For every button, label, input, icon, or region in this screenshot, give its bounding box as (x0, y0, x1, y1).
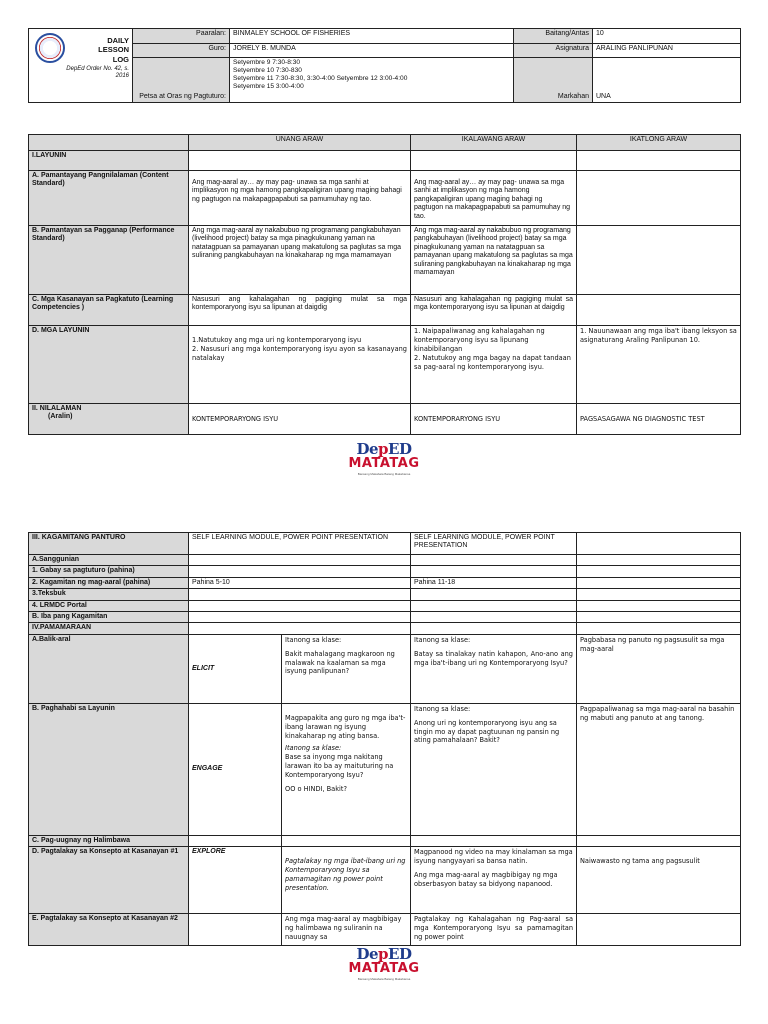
lrmdc-label: 4. LRMDC Portal (29, 600, 189, 611)
deped-order-year: 2016 (115, 73, 129, 80)
kagamitan-mag-aaral-day2: Pahina 11-18 (411, 577, 577, 588)
gabay-label: 1. Gabay sa pagtuturo (pahina) (29, 566, 189, 577)
competencies-label: C. Mga Kasanayan sa Pagkatuto (Learning Competencies ) (29, 295, 189, 326)
title-daily: DAILY (107, 36, 129, 45)
nilalaman-sub: (Aralin) (48, 413, 73, 421)
pagtalakay-1-day3: Naiwawasto ng tama ang pagsusulit (577, 847, 741, 914)
layunin-day1-item1: 1.Natutukoy ang mga uri ng kontemporaryong isyu (192, 336, 362, 344)
markahan-label: Markahan (514, 58, 593, 103)
iba-label: B. Iba pang Kagamitan (29, 611, 189, 622)
paaralan-label: Paaralan: (133, 29, 230, 44)
paghahabi-day1-q: Itanong sa klase: (285, 744, 342, 753)
kagamitan-day2: SELF LEARNING MODULE, POWER POINT PRESENTATION (411, 533, 577, 555)
balik-aral-day2-text: Batay sa tinalakay natin kahapon, Ano-ano ang mga iba't-ibang uri ng Kontemporaryong Isyu? (414, 649, 573, 667)
header-title-cell (29, 29, 133, 103)
procedure-table (28, 532, 741, 946)
deped-wordmark: DepED (356, 440, 412, 458)
logo-tagline: Bansang Makabata Batang Makabansa (357, 472, 411, 476)
guro-value: JORELY B. MUNDA (230, 44, 514, 58)
pagtalakay-2-day1: Ang mga mag-aaral ay magbibigay ng halimbawa ng suliranin na nauugnay sa (282, 914, 411, 946)
kagamitan-mag-aaral-day1: Pahina 5-10 (189, 577, 411, 588)
competencies-day2: Nasusuri ang kahalagahan ng pagiging mulat sa mga kontemporaryong isyu sa lipunan at daigdig (411, 295, 577, 326)
nilalaman-label (29, 404, 189, 435)
mga-layunin-day2 (411, 326, 577, 404)
paghahabi-label: B. Paghahabi sa Layunin (29, 703, 189, 835)
paaralan-value: BINMALEY SCHOOL OF FISHERIES (230, 29, 514, 44)
guro-label: Guro: (133, 44, 230, 58)
explore-tag: EXPLORE (189, 847, 282, 914)
markahan-value: UNA (593, 58, 741, 103)
blank-header (29, 135, 189, 151)
baitang-label: Baitang/Antas (514, 29, 593, 44)
content-standard-day1: Ang mag-aaral ay… ay may pag- unawa sa mga sanhi at implikasyon ng mga hamong pangkapaligiran upang maging bahagi ng pagtugon na makapagpapabuti sa pamumuhay ng tao. (189, 171, 411, 226)
pagtalakay-1-day2-p2: Ang mga mag-aaral ay magbibigay ng mga obserbasyon batay sa bidyong napanood. (414, 870, 558, 888)
petsa-label: Petsa at Oras ng Pagtuturo: (133, 58, 230, 103)
mga-layunin-day1 (189, 326, 411, 404)
pagtalakay-1-day2-p1: Magpanood ng video na may kinalaman sa mga isyung nangyayari sa bansa natin. (414, 848, 573, 866)
layunin-day2-item2: 2. Natutukoy ang mga bagay na dapat tandaan sa pag-aaral ng kontemporaryong isyu. (414, 353, 571, 371)
petsa-line-4: Setyembre 15 3:00-4:00 (233, 82, 304, 90)
pagtalakay-2-day2: Pagtalakay ng Kahalagahan ng Pag-aaral sa mga Kontemporaryong Isyu sa pamamagitan ng power point (411, 914, 577, 946)
asignatura-label: Asignatura (514, 44, 593, 58)
day-2-header: IKALAWANG ARAW (411, 135, 577, 151)
petsa-line-2: Setyembre 10 7:30-830 (233, 66, 302, 74)
paghahabi-day1-p1: Magpapakita ang guro ng mga iba't-ibang larawan ng isyung kinakaharap ng ating bansa. (285, 713, 406, 740)
paghahabi-day1-p3: OO o HINDI, Bakit? (285, 784, 347, 793)
title-log: LOG (112, 54, 129, 64)
title-lesson: LESSON (98, 45, 129, 55)
mga-layunin-label: D. MGA LAYUNIN (29, 326, 189, 404)
balik-aral-day3: Pagbabasa ng panuto ng pagsusulit sa mga mag-aaral (577, 634, 741, 703)
paghahabi-day1-p2: Base sa inyong mga nakitang larawan ito ba ay maituturing na Kontemporaryong Isyu? (285, 753, 394, 780)
nilalaman-day3: PAGSASAGAWA NG DIAGNOSTIC TEST (577, 404, 741, 435)
day-1-header: UNANG ARAW (189, 135, 411, 151)
logo-tagline-footer: Bansang Makabata Batang Makabansa (357, 977, 411, 981)
kagamitan-mag-aaral-label: 2. Kagamitan ng mag-aaral (pahina) (29, 577, 189, 588)
paghahabi-day3: Pagpapaliwanag sa mga mag-aaral na basahin ng mabuti ang panuto at ang tanong. (577, 703, 741, 835)
header-table (28, 28, 741, 103)
elicit-tag: ELICIT (189, 634, 282, 703)
mga-layunin-day3: 1. Nauunawaan ang mga iba't ibang leksyon sa asignaturang Araling Panlipunan 10. (577, 326, 741, 404)
nilalaman-day2: KONTEMPORARYONG ISYU (411, 404, 577, 435)
petsa-value (230, 58, 514, 103)
deped-matatag-logo-footer (344, 945, 424, 981)
content-standard-day2: Ang mag-aaral ay… ay may pag- unawa sa mga sanhi at implikasyon ng mga hamong pangkapaligiran upang maging bahagi ng pagtugon na makapagpapabuti sa pamumuhay ng tao. (411, 171, 577, 226)
petsa-line-3: Setyembre 11 7:30-8:30, 3:30-4:00 Setyembre 12 3:00-4:00 (233, 74, 408, 82)
matatag-wordmark-footer: MATATAG (348, 961, 420, 976)
layunin-day1-item2: 2. Nasusuri ang mga kontemporaryong isyu ayon sa kasanayang natalakay (192, 344, 407, 362)
pag-uugnay-label: C. Pag-uugnay ng Halimbawa (29, 835, 189, 846)
pamamaraan-label: IV.PAMAMARAAN (29, 623, 189, 634)
sanggunian-label: A.Sanggunian (29, 555, 189, 566)
engage-tag: ENGAGE (189, 703, 282, 835)
pagtalakay-1-day2 (411, 847, 577, 914)
deped-matatag-logo (344, 440, 424, 476)
teksbuk-label: 3.Teksbuk (29, 589, 189, 600)
balik-aral-day1 (282, 634, 411, 703)
pagtalakay-1-label: D. Pagtalakay sa Konsepto at Kasanayan #1 (29, 847, 189, 914)
kagamitan-day1: SELF LEARNING MODULE, POWER POINT PRESENTATION (189, 533, 411, 555)
balik-aral-day1-text: Bakit mahalagang magkaroon ng malawak na kaalaman sa mga isyung panlipunan? (285, 649, 395, 676)
matatag-wordmark: MATATAG (348, 456, 420, 471)
objectives-table (28, 134, 741, 435)
deped-order: DepEd Order No. 42, s. (66, 66, 129, 73)
pagtalakay-2-label: E. Pagtalakay sa Konsepto at Kasanayan #2 (29, 914, 189, 946)
paghahabi-day2-text: Anong uri ng kontemporaryong isyu ang sa tingin mo ay dapat pagtuunan ng pansin ng ating pamahalaan? Bakit? (414, 718, 560, 745)
balik-aral-label: A.Balik-aral (29, 634, 189, 703)
performance-standard-day1: Ang mga mag-aaral ay nakabubuo ng programang pangkabuhayan (livelihood project) batay sa mga pinagkukunang yaman na natatagpuan sa pamayanan upang makatulong sa paglutas sa mga suliraning pangkabuhayan na kinakaharap ng mga mamamayan (189, 226, 411, 295)
deped-seal-icon (35, 33, 65, 63)
performance-standard-day2: Ang mga mag-aaral ay nakabubuo ng programang pangkabuhayan (livelihood project) batay sa mga pinagkukunang yaman na natatagpuan sa pamayanan upang makatulong sa paglutas sa mga suliraning pangkabuhayan na kinakaharap ng mga mamamayan (411, 226, 577, 295)
layunin-day2-item1: 1. Naipapaliwanag ang kahalagahan ng kontemporaryong isyu sa lipunang kinabibilangan (414, 327, 545, 353)
layunin-label: I.LAYUNIN (29, 151, 189, 171)
pagtalakay-1-day1: Pagtalakay ng mga ibat-ibang uri ng Kontemporaryong Isyu sa pamamagitan ng power point presentation. (282, 847, 411, 914)
balik-aral-day1-q: Itanong sa klase: (285, 635, 342, 644)
day-3-header: IKATLONG ARAW (577, 135, 741, 151)
deped-wordmark-footer: DepED (356, 945, 412, 963)
kagamitan-label: III. KAGAMITANG PANTURO (29, 533, 189, 555)
asignatura-value: ARALING PANLIPUNAN (593, 44, 741, 58)
balik-aral-day2 (411, 634, 577, 703)
paghahabi-day1 (282, 703, 411, 835)
nilalaman-day1: KONTEMPORARYONG ISYU (189, 404, 411, 435)
paghahabi-day2 (411, 703, 577, 835)
paghahabi-day2-q: Itanong sa klase: (414, 704, 471, 713)
baitang-value: 10 (593, 29, 741, 44)
nilalaman-title: II. NILALAMAN (32, 405, 82, 412)
content-standard-label: A. Pamantayang Pangnilalaman (Content Standard) (29, 171, 189, 226)
competencies-day1: Nasusuri ang kahalagahan ng pagiging mulat sa mga kontemporaryong isyu sa lipunan at daigdig (189, 295, 411, 326)
performance-standard-label: B. Pamantayan sa Pagganap (Performance Standard) (29, 226, 189, 295)
petsa-line-1: Setyembre 9 7:30-8:30 (233, 59, 301, 66)
balik-aral-day2-q: Itanong sa klase: (414, 635, 471, 644)
